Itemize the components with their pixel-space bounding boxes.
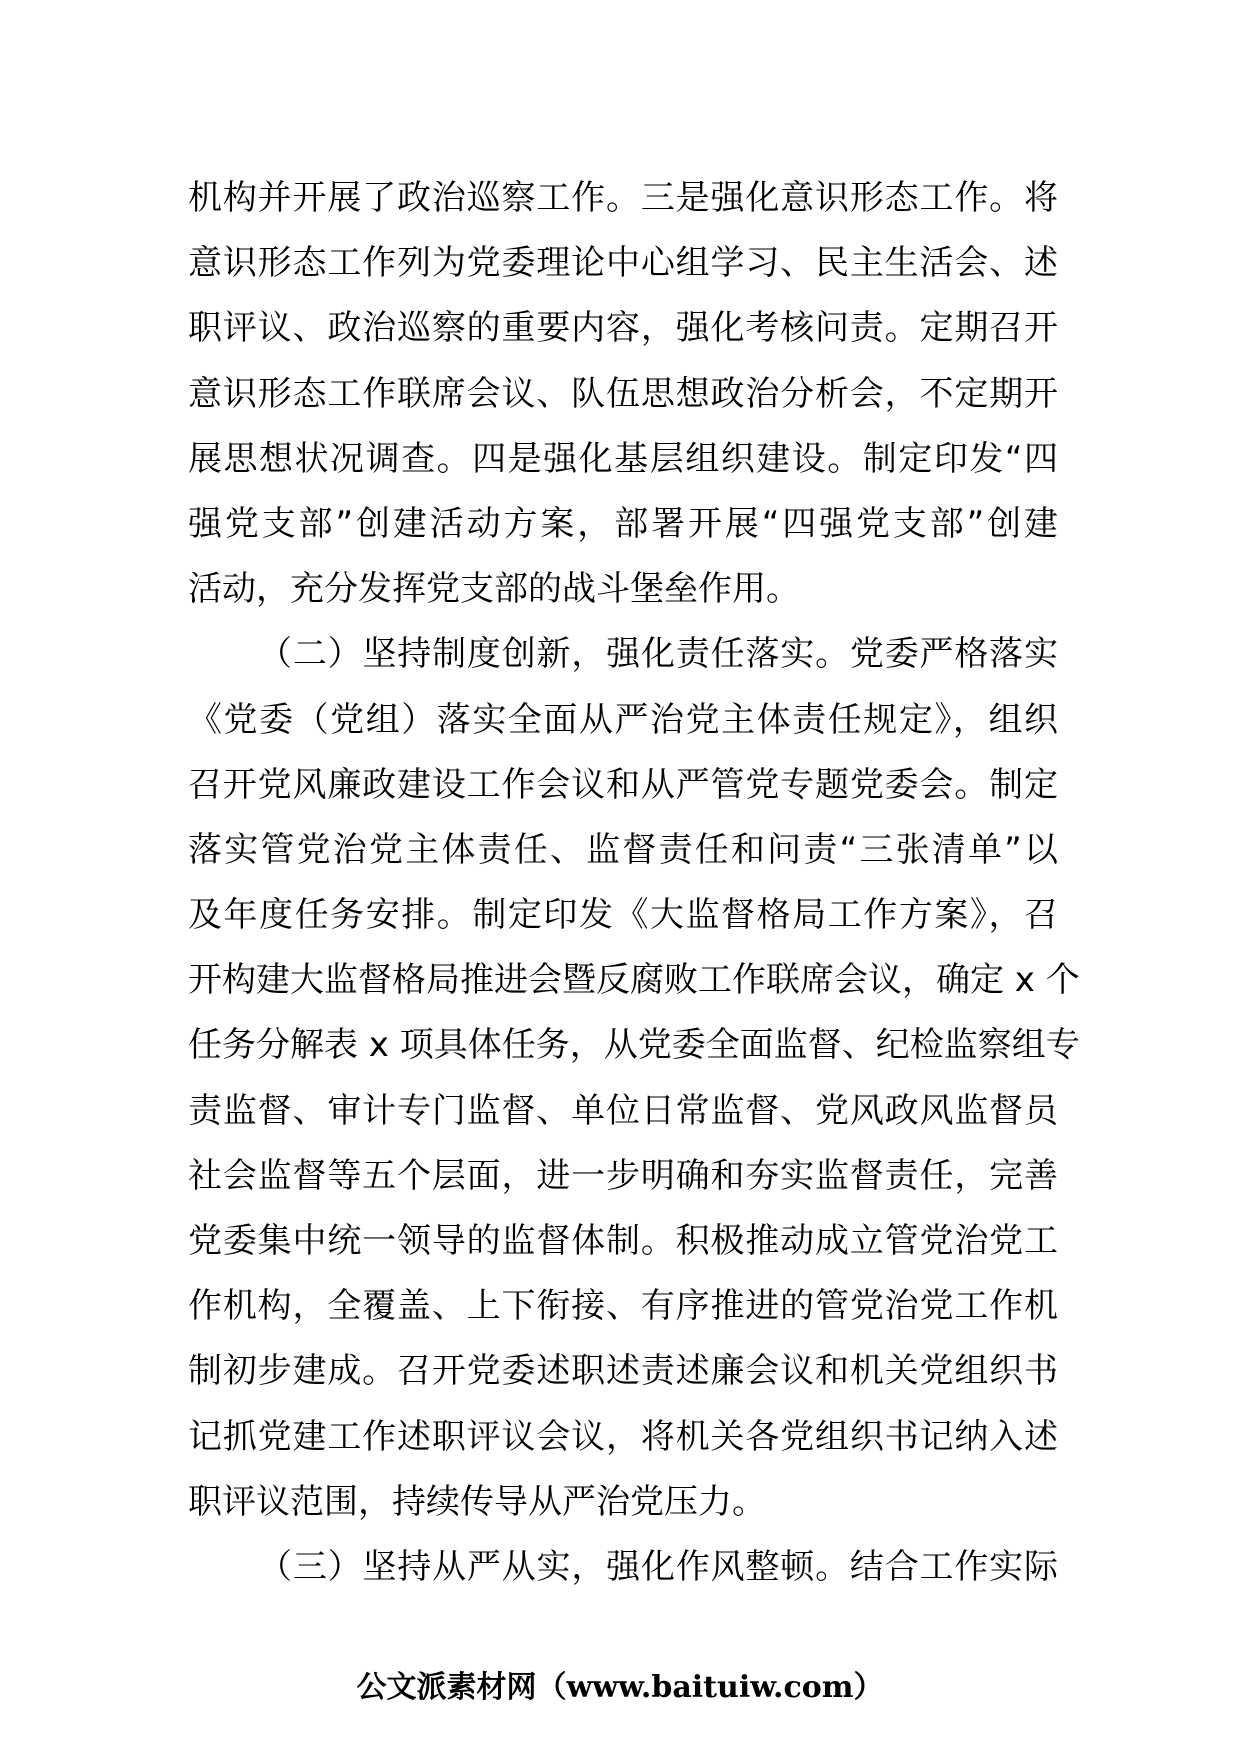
text-line: 任务分解表 x 项具体任务，从党委全面监督、纪检监察组专 [188,1025,1080,1066]
text-line: （三）坚持从严从实，强化作风整顿。结合工作实际 [258,1546,1058,1587]
footer-watermark: 公文派素材网（www.baituiw.com） [356,1670,884,1705]
paragraph-3 [188,1535,1058,1600]
text-line: （二）坚持制度创新，强化责任落实。党委严格落实 [258,634,1058,675]
paragraph-1 [188,166,1058,622]
text-line: 作机构，全覆盖、上下衔接、有序推进的管党治党工作机 [188,1286,1058,1327]
text-line: 展思想状况调查。四是强化基层组织建设。制定印发“四 [188,438,1058,479]
text-line: 社会监督等五个层面，进一步明确和夯实监督责任，完善 [188,1155,1058,1196]
document-body [188,166,1080,1600]
text-line: 召开党风廉政建设工作会议和从严管党专题党委会。制定 [188,764,1058,805]
text-line: 落实管党治党主体责任、监督责任和问责“三张清单”以 [188,829,1058,870]
text-line: 职评议、政治巡察的重要内容，强化考核问责。定期召开 [188,308,1058,349]
text-line: 党委集中统一领导的监督体制。积极推动成立管党治党工 [188,1221,1058,1261]
text-line: 活动，充分发挥党支部的战斗堡垒作用。 [188,569,800,610]
text-line: 强党支部”创建活动方案，部署开展“四强党支部”创建 [188,503,1058,544]
text-line: 记抓党建工作述职评议会议，将机关各党组织书记纳入述 [188,1416,1058,1457]
text-line: 职评议范围，持续传导从严治党压力。 [188,1481,766,1522]
text-line: 意识形态工作列为党委理论中心组学习、民主生活会、述 [188,243,1058,284]
text-line: 及年度任务安排。制定印发《大监督格局工作方案》，召 [188,895,1058,936]
text-line: 责监督、审计专门监督、单位日常监督、党风政风监督员 [188,1090,1058,1131]
text-line: 制初步建成。召开党委述职述责述廉会议和机关党组织书 [188,1351,1058,1392]
text-line: 机构并开展了政治巡察工作。三是强化意识形态工作。将 [188,178,1058,218]
paragraph-2 [188,622,1080,1535]
text-line: 开构建大监督格局推进会暨反腐败工作联席会议，确定 x 个 [188,960,1080,1001]
text-line: 意识形态工作联席会议、队伍思想政治分析会，不定期开 [188,373,1058,414]
text-line: 《党委（党组）落实全面从严治党主体责任规定》，组织 [188,699,1058,740]
